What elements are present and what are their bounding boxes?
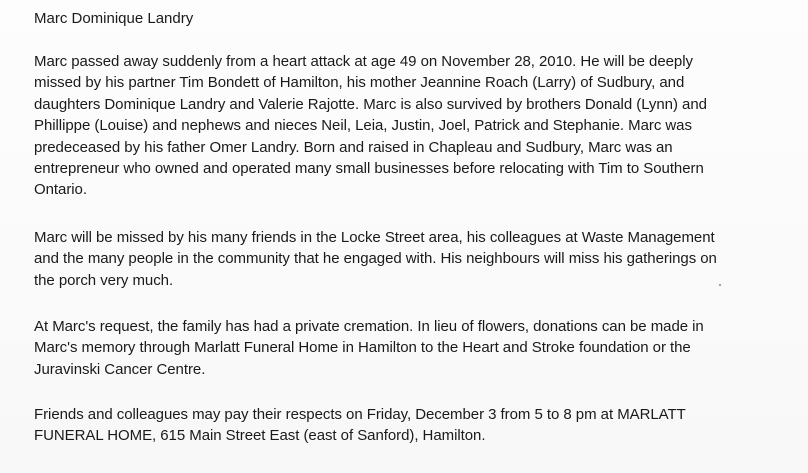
text-line: and the many people in the community that he engaged with. His neighbours will miss his gatherings on (34, 250, 717, 268)
text-line: Marc will be missed by his many friends in the Locke Street area, his colleagues at Waste Management (34, 229, 715, 246)
text-line: predeceased by his father Omer Landry. Born and raised in Chapleau and Sudbury, Marc was an (34, 138, 673, 156)
text-line: daughters Dominique Landry and Valerie Rajotte. Marc is also survived by brothers Donald (Lynn) and (34, 95, 707, 113)
paragraph-friends (34, 227, 794, 291)
text-line: Phillippe (Louise) and nephews and nieces Neil, Leia, Justin, Joel, Patrick and Stephanie. Marc was (34, 117, 692, 135)
text-line: At Marc's request, the family has had a private cremation. In lieu of flowers, donations can be made in (34, 318, 704, 335)
text-line: entrepreneur who owned and operated many small businesses before relocating with Tim to Southern (34, 160, 704, 178)
text-line: FUNERAL HOME, 615 Main Street East (east of Sanford), Hamilton. (34, 427, 486, 445)
paragraph-cremation (34, 316, 794, 380)
text-line: Marc passed away suddenly from a heart attack at age 49 on November 28, 2010. He will be deeply (34, 53, 693, 70)
text-line: the porch very much. (34, 271, 174, 289)
text-line: missed by his partner Tim Bondett of Hamilton, his mother Jeannine Roach (Larry) of Sudbury, and (34, 74, 685, 92)
text-line: Ontario. (34, 181, 87, 199)
paragraph-biography (34, 51, 794, 201)
scan-speck (719, 284, 721, 286)
paragraph-visitation (34, 404, 794, 447)
text-line: Juravinski Cancer Centre. (34, 360, 206, 378)
text-line: Marc's memory through Marlatt Funeral Home in Hamilton to the Heart and Stroke foundation or the (34, 339, 691, 357)
obituary-title: Marc Dominique Landry (34, 10, 194, 27)
text-line: Friends and colleagues may pay their respects on Friday, December 3 from 5 to 8 pm at MARLATT (34, 406, 686, 423)
